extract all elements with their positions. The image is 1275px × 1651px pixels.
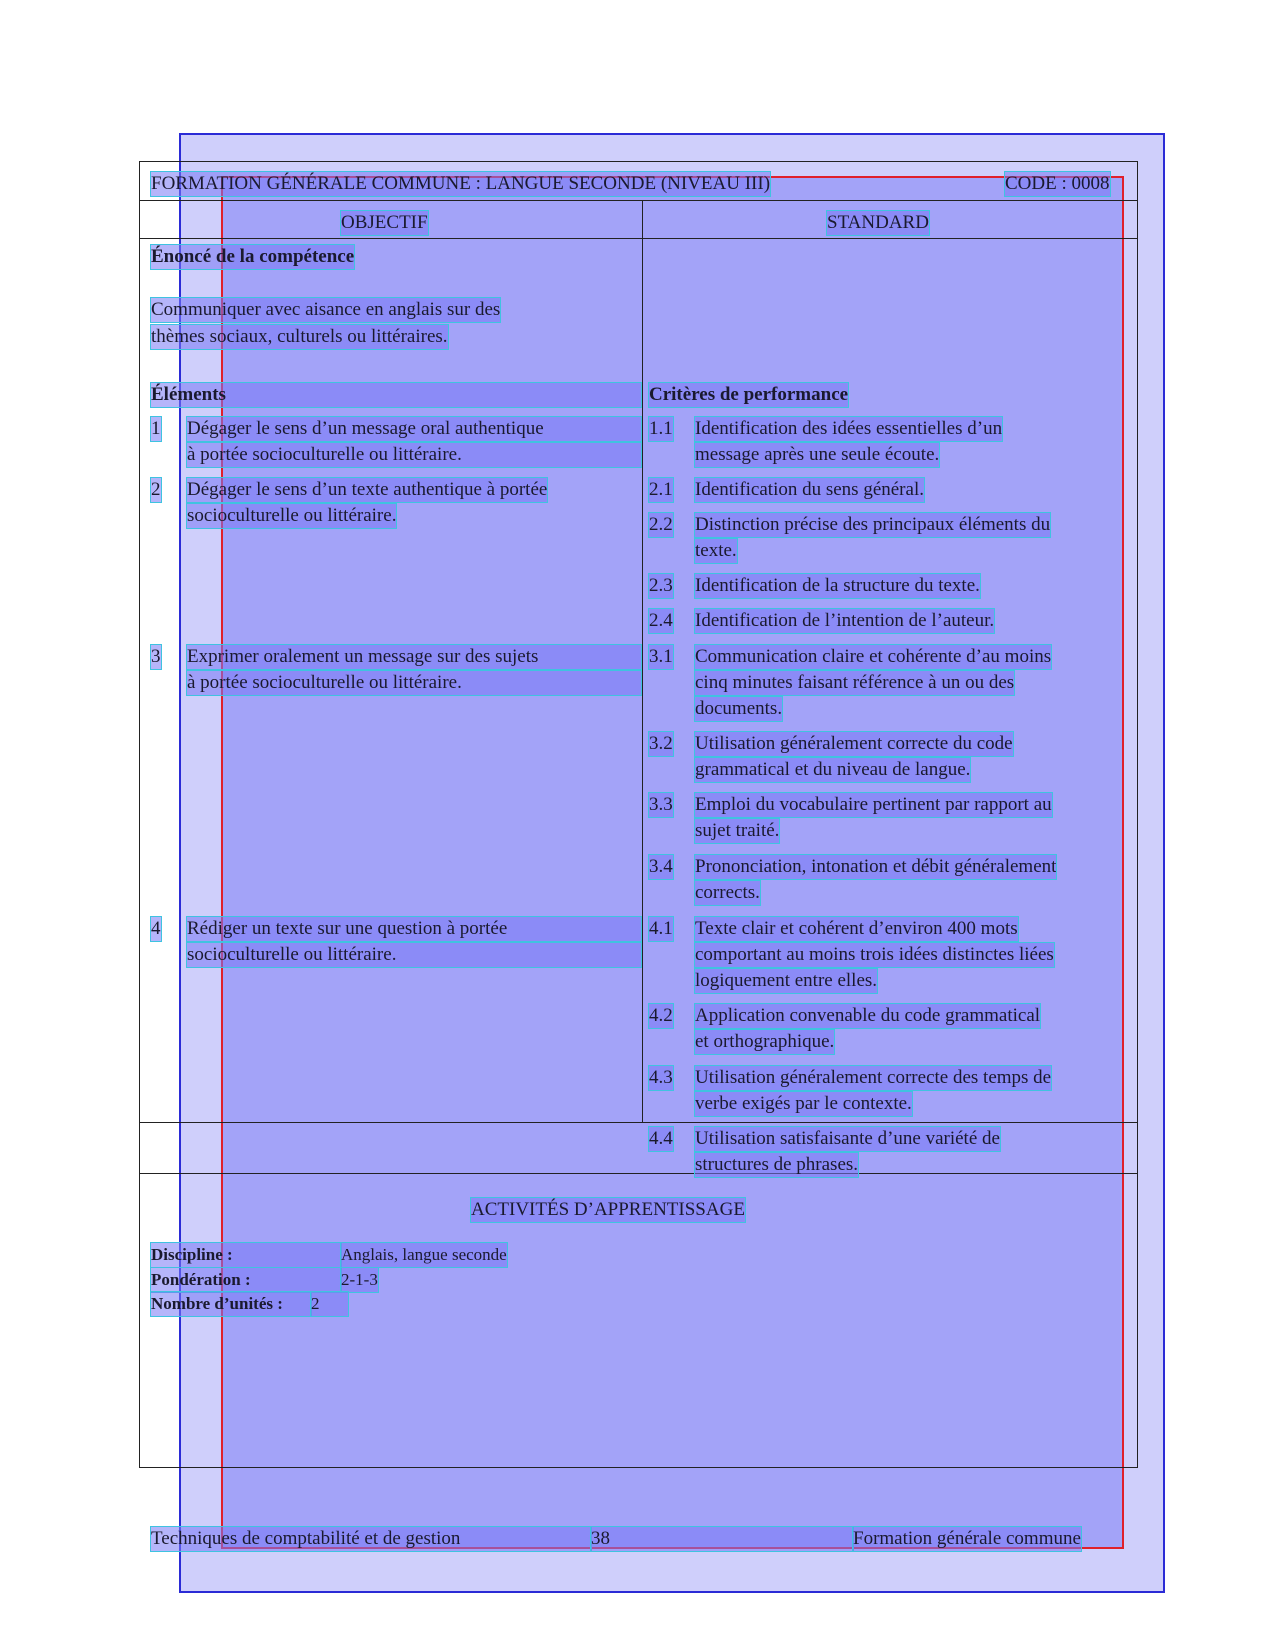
- activities-top-divider: [140, 1122, 1137, 1123]
- criterion-text: Identification de la structure du texte.: [695, 575, 980, 596]
- criterion-text: Communication claire et cohérente d’au moins: [695, 646, 1052, 667]
- criterion-number: 3.1: [649, 646, 673, 667]
- criterion-number: 1.1: [649, 418, 673, 439]
- criterion-text: logiquement entre elles.: [695, 970, 878, 991]
- criterion-text: corrects.: [695, 882, 760, 903]
- element-number: 3: [151, 646, 161, 667]
- criterion-text: texte.: [695, 540, 737, 561]
- element-text: Dégager le sens d’un message oral authentique: [187, 417, 641, 441]
- competence-line: thèmes sociaux, culturels ou littéraires.: [151, 326, 448, 347]
- competence-heading: Énoncé de la compétence: [151, 246, 355, 267]
- criterion-text: Distinction précise des principaux éléments du: [695, 514, 1051, 535]
- criterion-text: Identification du sens général.: [695, 479, 924, 500]
- element-text: socioculturelle ou littéraire.: [187, 943, 641, 967]
- criterion-number: 3.4: [649, 856, 673, 877]
- criterion-number: 4.4: [649, 1128, 673, 1149]
- column-header-objectif: OBJECTIF: [341, 212, 428, 233]
- unites-label: Nombre d’unités :: [151, 1292, 311, 1316]
- header-code: CODE : 0008: [1005, 173, 1110, 194]
- criterion-text: cinq minutes faisant référence à un ou des: [695, 672, 1015, 693]
- criterion-text: sujet traité.: [695, 820, 780, 841]
- element-text: Exprimer oralement un message sur des sujets: [187, 645, 641, 669]
- elements-heading: Éléments: [151, 383, 641, 407]
- element-text: à portée socioculturelle ou littéraire.: [187, 443, 641, 467]
- criteria-heading: Critères de performance: [649, 384, 849, 405]
- column-header-divider: [140, 238, 1137, 239]
- unites-value: 2: [311, 1292, 348, 1316]
- ponderation-value: 2-1-3: [341, 1268, 378, 1292]
- criterion-number: 3.2: [649, 733, 673, 754]
- footer-page-number: 38: [591, 1527, 853, 1551]
- criterion-text: Identification de l’intention de l’auteur.: [695, 610, 995, 631]
- element-text: Rédiger un texte sur une question à portée: [187, 917, 641, 941]
- criterion-number: 2.4: [649, 610, 673, 631]
- activities-bottom-divider: [140, 1173, 1137, 1174]
- criterion-text: Utilisation généralement correcte des temps de: [695, 1067, 1052, 1088]
- criterion-text: Emploi du vocabulaire pertinent par rapport au: [695, 794, 1052, 815]
- ponderation-label: Pondération :: [151, 1268, 341, 1292]
- criterion-text: Texte clair et cohérent d’environ 400 mots: [695, 918, 1018, 939]
- column-header-standard: STANDARD: [827, 212, 929, 233]
- element-number: 1: [151, 418, 161, 439]
- column-divider: [642, 200, 643, 1122]
- discipline-label: Discipline :: [151, 1243, 341, 1267]
- criterion-text: grammatical et du niveau de langue.: [695, 759, 971, 780]
- criterion-number: 4.3: [649, 1067, 673, 1088]
- element-text: Dégager le sens d’un texte authentique à portée: [187, 479, 548, 500]
- criterion-number: 3.3: [649, 794, 673, 815]
- criterion-text: message après une seule écoute.: [695, 444, 940, 465]
- discipline-value: Anglais, langue seconde: [341, 1243, 507, 1267]
- element-number: 2: [151, 479, 161, 500]
- header-title: FORMATION GÉNÉRALE COMMUNE : LANGUE SECONDE (NIVEAU III): [151, 173, 771, 194]
- criterion-text: Identification des idées essentielles d’un: [695, 418, 1003, 439]
- criterion-number: 4.1: [649, 918, 673, 939]
- criterion-text: structures de phrases.: [695, 1154, 859, 1175]
- criterion-text: Prononciation, intonation et débit généralement: [695, 856, 1057, 877]
- element-number: 4: [151, 918, 161, 939]
- activities-heading: ACTIVITÉS D’APPRENTISSAGE: [471, 1199, 745, 1220]
- criterion-number: 2.1: [649, 479, 673, 500]
- criterion-number: 4.2: [649, 1005, 673, 1026]
- criterion-text: et orthographique.: [695, 1031, 835, 1052]
- criterion-text: comportant au moins trois idées distinctes liées: [695, 944, 1054, 965]
- criterion-text: Utilisation satisfaisante d’une variété de: [695, 1128, 1000, 1149]
- criterion-number: 2.3: [649, 575, 673, 596]
- criterion-text: documents.: [695, 698, 783, 719]
- competence-line: Communiquer avec aisance en anglais sur des: [151, 299, 501, 320]
- header-divider: [140, 200, 1137, 201]
- element-text: socioculturelle ou littéraire.: [187, 505, 397, 526]
- criterion-text: Application convenable du code grammatical: [695, 1005, 1041, 1026]
- criterion-number: 2.2: [649, 514, 673, 535]
- criterion-text: verbe exigés par le contexte.: [695, 1093, 912, 1114]
- criterion-text: Utilisation généralement correcte du code: [695, 733, 1013, 754]
- element-text: à portée socioculturelle ou littéraire.: [187, 671, 641, 695]
- footer-right: Formation générale commune: [853, 1528, 1081, 1549]
- footer-left: Techniques de comptabilité et de gestion: [151, 1527, 591, 1551]
